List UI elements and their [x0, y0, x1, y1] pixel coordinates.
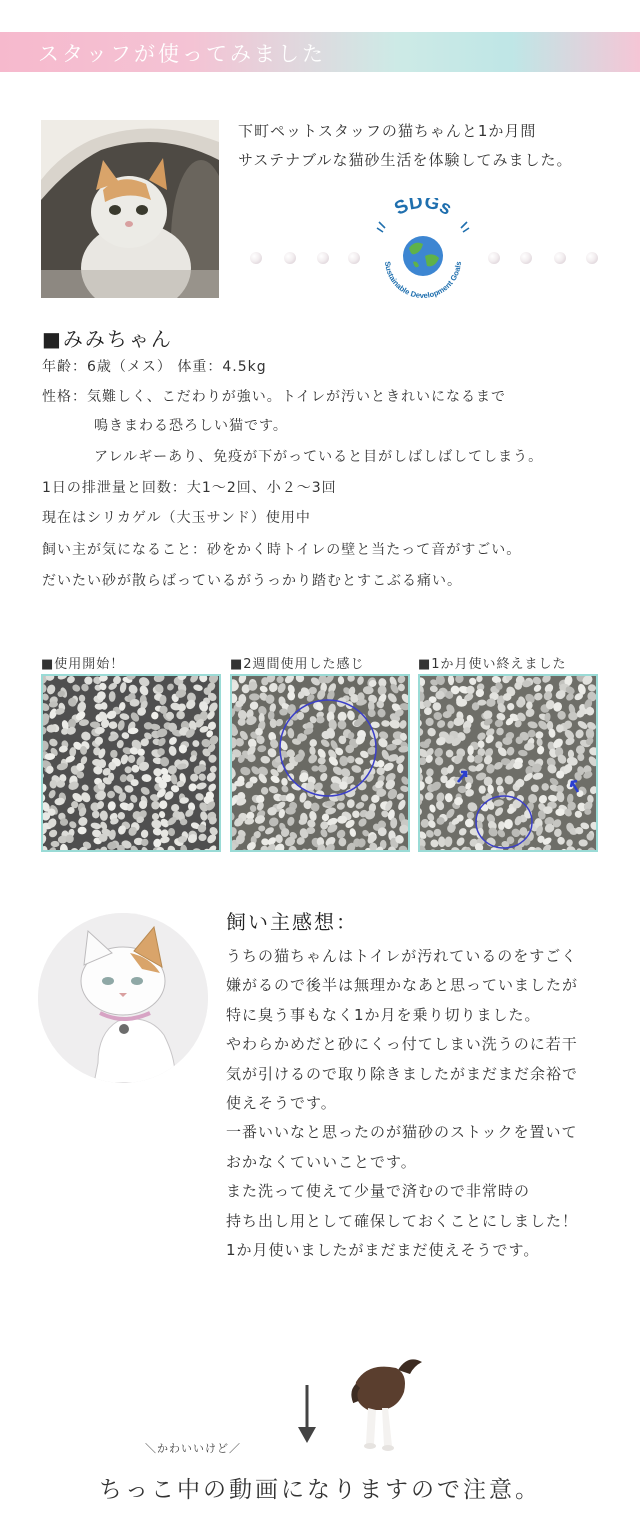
owner-line: やわらかめだと砂にくっ付てしまい洗うのに若干: [226, 1035, 578, 1054]
down-arrow-icon: [297, 1385, 317, 1445]
owner-cat-drawing: [38, 913, 208, 1083]
walking-cat-image: [338, 1352, 428, 1454]
owner-line: おかなくていいことです。: [226, 1152, 417, 1171]
profile-personality-cont: 鳴きまわる恐ろしい猫です。: [94, 418, 288, 434]
photo-caption-2weeks: ■2週間使用した感じ: [230, 657, 365, 672]
owner-line: うちの猫ちゃんはトイレが汚れているのをすごく: [226, 947, 578, 965]
owner-line: 一番いいなと思ったのが猫砂のストックを置いて: [226, 1123, 578, 1142]
intro-line: サステナブルな猫砂生活を体験してみました。: [238, 151, 573, 169]
intro-text: [238, 117, 573, 175]
litter-photo-1month: [418, 674, 598, 852]
highlight-circle: [280, 700, 376, 796]
pearl-decoration: [554, 252, 566, 264]
arrow-marker-icon: [571, 781, 578, 792]
pearl-decoration: [317, 252, 329, 264]
owner-line: 1か月使いましたがまだまだ使えそうです。: [226, 1241, 540, 1260]
pearl-decoration: [586, 252, 598, 264]
pearl-decoration: [520, 252, 532, 264]
banner-title: スタッフが使ってみました: [38, 42, 326, 66]
arrow-marker-icon: [458, 772, 466, 782]
cute-note: ＼かわいいけど／: [145, 1442, 241, 1455]
cat-photo: [41, 120, 219, 298]
owner-line: 特に臭う事もなく1か月を乗り切りました。: [226, 1005, 541, 1024]
highlight-circle: [476, 796, 532, 848]
photo-caption-start: ■使用開始！: [41, 657, 125, 672]
pearl-decoration: [284, 252, 296, 264]
pearl-decoration: [250, 252, 262, 264]
litter-photo-start: [41, 674, 221, 852]
profile-current-litter: 現在はシリカゲル（大玉サンド）使用中: [42, 510, 311, 526]
owner-line: 嫌がるので後半は無理かなあと思っていましたが: [226, 976, 579, 995]
owner-line: 気が引けるので取り除きましたがまだまだ余裕で: [226, 1064, 579, 1083]
owner-impression-text: [226, 942, 578, 1265]
litter-photo-2weeks: [230, 674, 410, 852]
pearl-decoration: [348, 252, 360, 264]
profile-allergy: アレルギーあり、免疫が下がっていると目がしばしばしてしまう。: [94, 449, 544, 465]
sdgs-globe-logo: [371, 198, 475, 302]
video-warning: ちっこ中の動画になりますので注意。: [99, 1477, 541, 1503]
profile-age-weight: 年齢：6歳（メス） 体重：4.5kg: [42, 359, 267, 375]
profile-concern: 飼い主が気になること：砂をかく時トイレの壁と当たって音がすごい。: [42, 542, 522, 558]
pearl-decoration: [488, 252, 500, 264]
owner-line: また洗って使えて少量で済むので非常時の: [226, 1182, 531, 1201]
profile-title: ■みみちゃん: [42, 327, 173, 351]
profile-excretion: 1日の排泄量と回数：大1～2回、小２～3回: [42, 480, 337, 496]
svg-text:SDGs: [391, 198, 455, 220]
sdgs-word: SDGs: [391, 198, 456, 220]
photo-caption-1month: ■1か月使い終えました: [418, 657, 567, 672]
profile-concern-cont: だいたい砂が散らばっているがうっかり踏むとすこぶる痛い。: [42, 573, 462, 589]
sdgs-tagline: Sustainable Development Goals: [382, 260, 464, 301]
owner-line: 使えそうです。: [226, 1094, 337, 1113]
profile-personality: 性格：気難しく、こだわりが強い。トイレが汚いときれいになるまで: [42, 389, 507, 405]
owner-impression-title: 飼い主感想：: [226, 910, 358, 934]
owner-line: 持ち出し用として確保しておくことにしました！: [226, 1211, 579, 1230]
intro-line: 下町ペットスタッフの猫ちゃんと1か月間: [238, 122, 537, 140]
